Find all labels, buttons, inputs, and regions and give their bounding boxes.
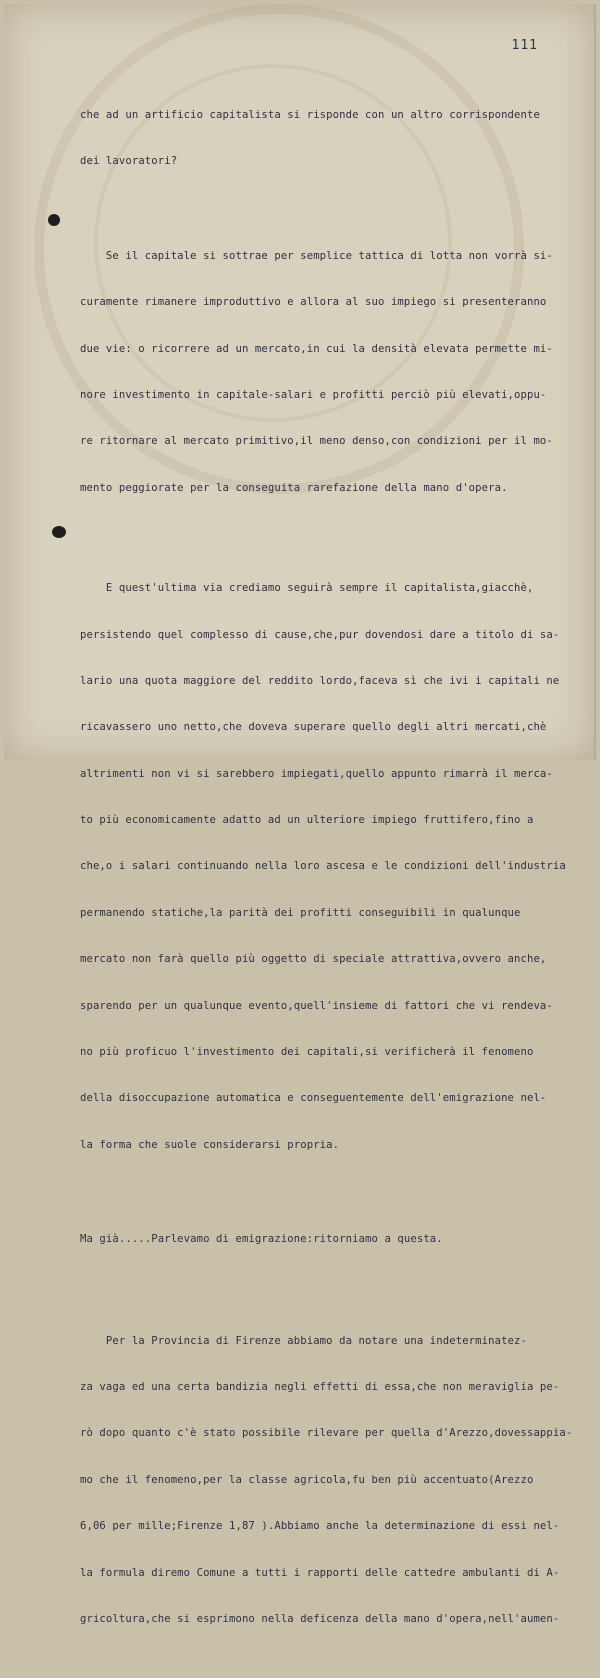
punch-hole-icon [52,526,66,538]
text-line: gricoltura,che si esprimono nella deficenza della mano d'opera,nell'aumen- [80,1612,560,1625]
text-line: altrimenti non vi si sarebbero impiegati,quello appunto rimarrà il merca- [80,767,553,780]
text-line: sparendo per un qualunque evento,quell'insieme di fattori che vi rendeva- [80,999,553,1012]
text-line: mercato non farà quello più oggetto di speciale attrattiva,ovvero anche, [80,953,547,966]
text-line: lario una quota maggiore del reddito lordo,faceva sì che ivi i capitali ne [80,674,560,687]
paragraph [80,221,595,523]
document-page [4,4,596,1625]
text-line: rò dopo quanto c'è stato possibile rilevare per quella d'Arezzo,dovessappia- [80,1427,573,1440]
text-line: E quest'ultima via crediamo seguirà sempre il capitalista,giacchè, [80,582,534,595]
text-line: 6,06 per mille;Firenze 1,87 ).Abbiamo anche la determinazione di essi nel- [80,1520,560,1533]
text-line: Ma già.....Parlevamo di emigrazione:ritorniamo a questa. [80,1233,443,1246]
text-line: curamente rimanere improduttivo e allora al suo impiego si presenteranno [80,296,547,309]
text-line: ricavassero uno netto,che doveva superare quello degli altri mercati,chè [80,721,547,734]
paragraph [80,547,595,1180]
punch-hole-icon [48,214,60,226]
paragraph [80,1204,595,1274]
text-line: to più economicamente adatto ad un ulteriore impiego fruttifero,fino a [80,814,534,827]
text-line: dei lavoratori? [80,155,178,168]
text-line: della disoccupazione automatica e conseguentemente dell'emigrazione nel- [80,1092,547,1105]
text-line: che ad un artificio capitalista si risponde con un altro corrispondente [80,109,540,121]
text-line: za vaga ed una certa bandizia negli effetti di essa,che non meraviglia pe- [80,1380,560,1393]
text-line: la forma che suole considerarsi propria. [80,1138,340,1151]
text-line: la formula diremo Comune a tutti i rapporti delle cattedre ambulanti di A- [80,1566,560,1579]
text-line: mo che il fenomeno,per la classe agricola,fu ben più accentuato(Arezzo [80,1473,534,1486]
typed-text-body [80,56,595,1678]
text-line: re ritornare al mercato primitivo,il meno denso,con condizioni per il mo- [80,435,553,448]
text-line: che,o i salari continuando nella loro ascesa e le condizioni dell'industria [80,860,566,873]
text-line: Per la Provincia di Firenze abbiamo da notare una indeterminatez- [80,1334,527,1347]
paragraph [80,1299,595,1655]
paragraph [80,80,595,197]
text-line: Se il capitale si sottrae per semplice tattica di lotta non vorrà si- [80,249,553,262]
text-line: no più proficuo l'investimento dei capitali,si verificherà il fenomeno [80,1046,534,1059]
text-line: due vie: o ricorrere ad un mercato,in cui la densità elevata permette mi- [80,342,553,355]
text-line: permanendo statiche,la parità dei profitti conseguibili in qualunque [80,906,521,919]
page-number: 111 [511,38,538,53]
text-line: nore investimento in capitale-salari e profitti perciò più elevati,oppu- [80,388,547,401]
text-line: persistendo quel complesso di cause,che,pur dovendosi dare a titolo di sa- [80,628,560,641]
text-line: mento peggiorate per la conseguita rarefazione della mano d'opera. [80,481,508,494]
